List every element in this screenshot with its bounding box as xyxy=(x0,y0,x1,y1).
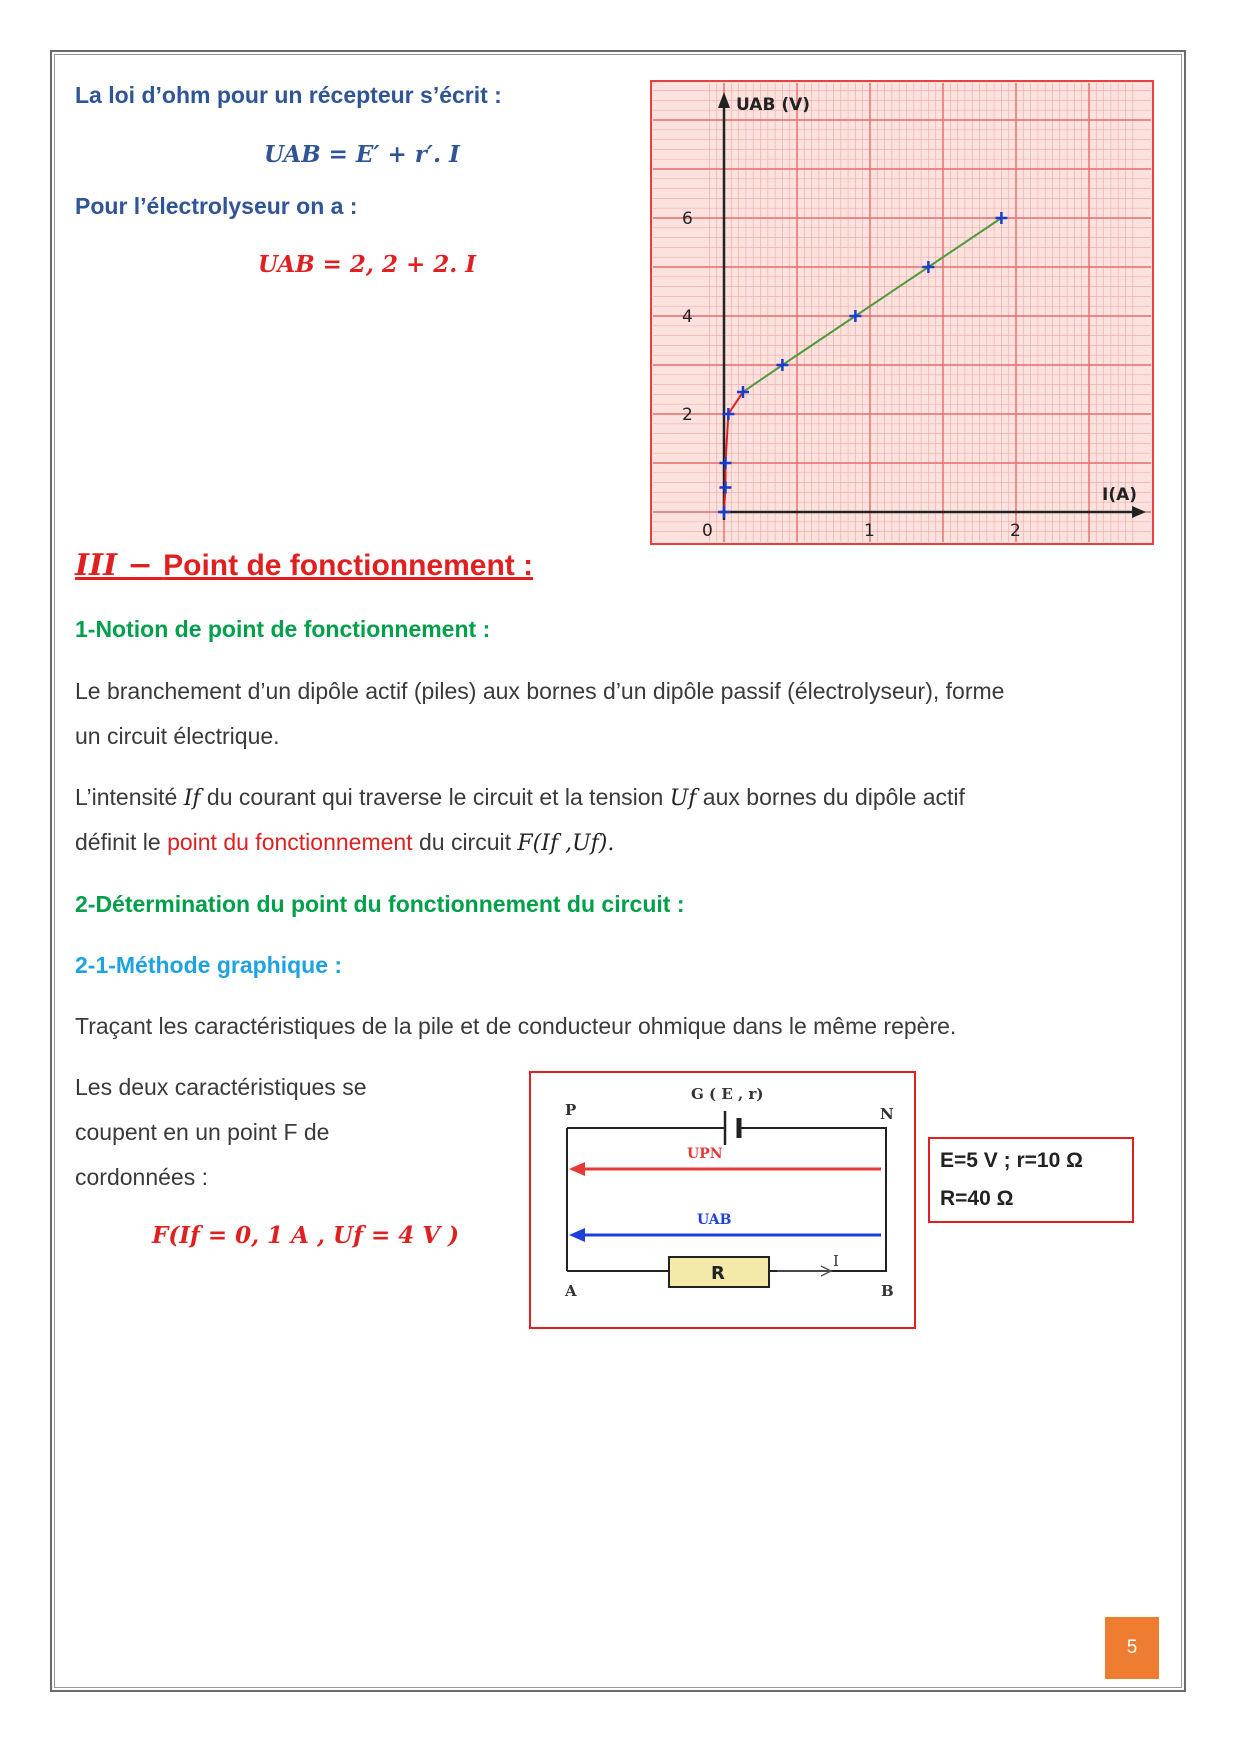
values-box xyxy=(928,1137,1134,1223)
generator-label: G ( E , r) xyxy=(691,1085,764,1103)
notion-para2 xyxy=(75,784,965,811)
circuit-frame xyxy=(530,1072,915,1328)
values-line1: E=5 V ; r=10 Ω xyxy=(940,1149,1083,1172)
formula-electrolyseur: UAB = 2, 2 + 2. I xyxy=(258,251,477,278)
notion-heading: 1-Notion de point de fonctionnement : xyxy=(75,616,491,642)
receptor-title: La loi d’ohm pour un récepteur s’écrit : xyxy=(75,82,502,108)
x-tick-label: 1 xyxy=(864,521,875,541)
x-axis-label: I(A) xyxy=(1102,485,1138,505)
label-A: A xyxy=(565,1282,577,1300)
resistor-label: R xyxy=(711,1263,725,1284)
determination-heading: 2-Détermination du point du fonctionnement du circuit : xyxy=(75,891,685,917)
left-line2: coupent en un point F de xyxy=(75,1119,330,1145)
electrolyseur-subtitle: Pour l’électrolyseur on a : xyxy=(75,193,358,219)
para2-Uf: Uf xyxy=(669,786,697,811)
y-axis-label: UAB (V) xyxy=(736,95,811,115)
notion-para3 xyxy=(75,829,614,856)
para3-part1: définit le xyxy=(75,829,168,855)
para2-If: If xyxy=(183,786,201,811)
notion-para1-line2: un circuit électrique. xyxy=(75,723,280,749)
circuit-diagram xyxy=(529,1071,916,1329)
y-tick-label: 6 xyxy=(682,209,693,229)
characteristic-chart xyxy=(650,80,1154,545)
left-line3: cordonnées : xyxy=(75,1164,208,1190)
methode-para: Traçant les caractéristiques de la pile et de conducteur ohmique dans le même repère. xyxy=(75,1013,957,1039)
values-line2: R=40 Ω xyxy=(940,1187,1014,1210)
y-tick-label: 4 xyxy=(682,307,693,327)
para2-part3: aux bornes du dipôle actif xyxy=(696,784,965,810)
para2-part2: du courant qui traverse le circuit et la tension xyxy=(200,784,670,810)
section3-title: Point de fonctionnement : xyxy=(163,549,534,582)
formula-general: UAB = E′ + r′. I xyxy=(264,141,460,168)
para3-formula: F(If ,Uf). xyxy=(517,831,615,856)
notion-para1-line1: Le branchement d’un dipôle actif (piles) aux bornes d’un dipôle passif (électrolyseur), forme xyxy=(75,678,1005,704)
upn-label: UPN xyxy=(687,1146,723,1162)
y-tick-label: 2 xyxy=(682,405,693,425)
methode-heading: 2-1-Méthode graphique : xyxy=(75,952,343,978)
label-B: B xyxy=(881,1282,894,1300)
x-tick-label: 0 xyxy=(702,521,713,541)
label-P: P xyxy=(565,1101,577,1119)
para2-part1: L’intensité xyxy=(75,784,184,810)
operating-point-result: F(If = 0, 1 A , Uf = 4 V ) xyxy=(152,1222,460,1249)
current-label: I xyxy=(833,1252,839,1270)
x-tick-label: 2 xyxy=(1010,521,1021,541)
para3-part2: du circuit xyxy=(412,829,518,855)
section3-heading xyxy=(75,548,533,583)
left-line1: Les deux caractéristiques se xyxy=(75,1074,367,1100)
para3-red: point du fonctionnement xyxy=(167,829,413,855)
page-number: 5 xyxy=(1105,1617,1159,1679)
uab-label: UAB xyxy=(697,1212,732,1228)
section3-roman: III − xyxy=(75,548,164,583)
label-N: N xyxy=(880,1105,894,1123)
